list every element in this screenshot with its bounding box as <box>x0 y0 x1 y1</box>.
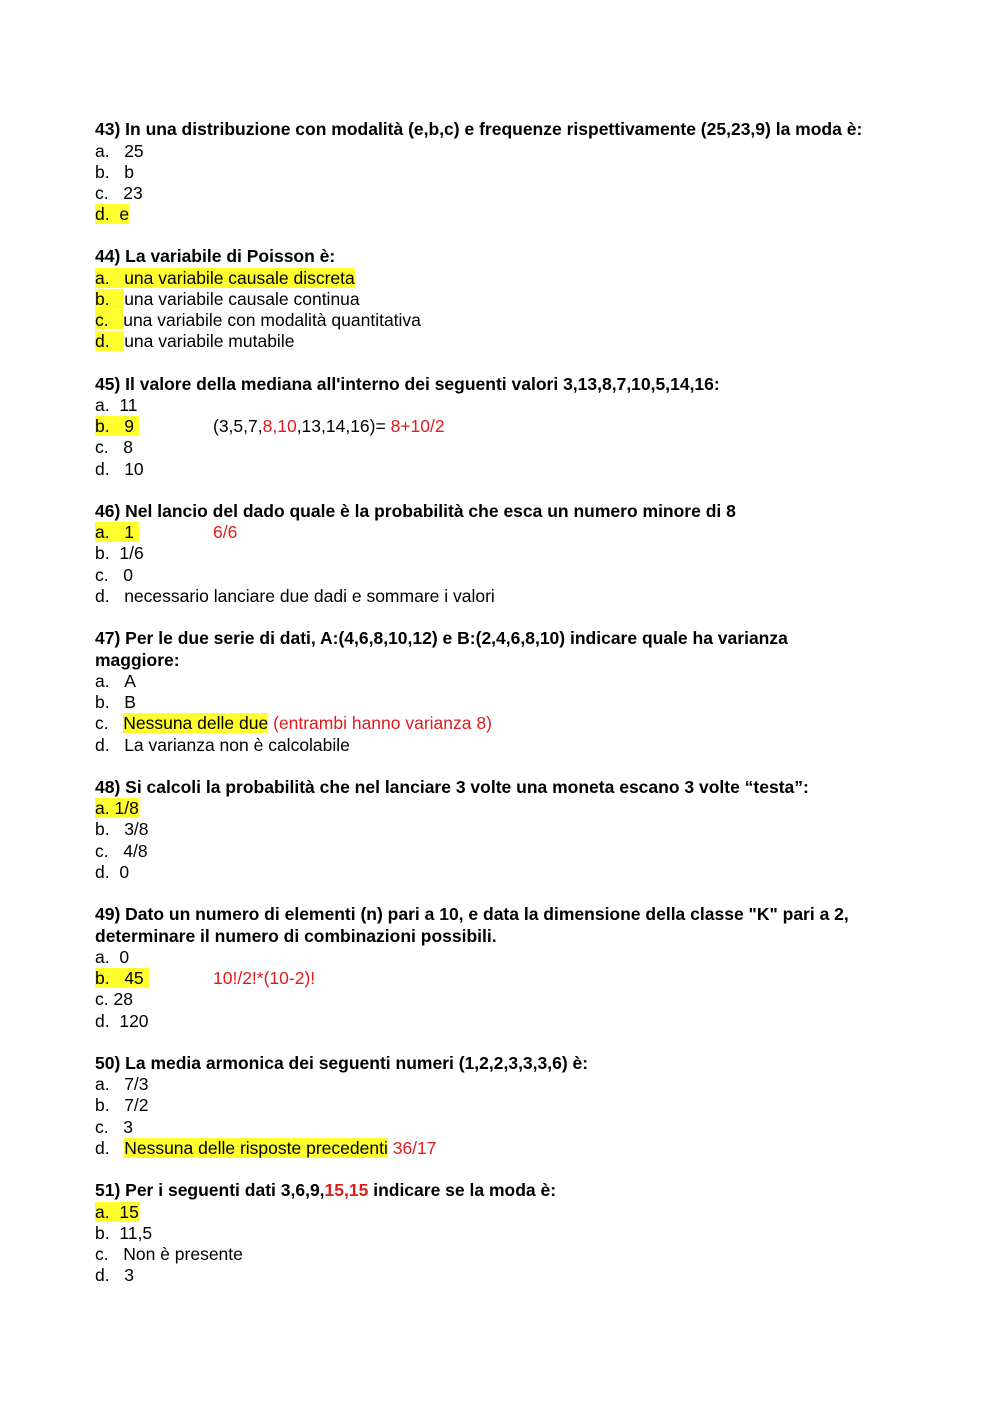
question-block-44 <box>95 246 905 352</box>
option-d-answer: d. Nessuna delle risposte precedenti 36/17 <box>95 1137 437 1158</box>
question-block-46 <box>95 501 905 607</box>
option-b: b. B <box>95 692 136 713</box>
option-d: d. La varianza non è calcolabile <box>95 734 350 755</box>
option-b: b. b <box>95 161 134 182</box>
option-c: c. 3 <box>95 1116 133 1137</box>
option-d: d. 10 <box>95 458 144 479</box>
option-b: b. 11,5 <box>95 1222 153 1243</box>
answer-highlight: a. una variabile causale discreta <box>95 267 355 288</box>
annotation: 6/6 <box>213 522 238 543</box>
option-b: b. 1/6 <box>95 543 144 564</box>
option-a-answer <box>95 798 905 819</box>
question-block-48 <box>95 777 905 883</box>
annotation: 10!/2!*(10-2)! <box>213 968 316 989</box>
question-block-43 <box>95 119 905 225</box>
answer-highlight: b. 45 <box>95 968 149 988</box>
option-a-answer <box>95 1202 905 1223</box>
question-text: 51) Per i seguenti dati 3,6,9,15,15 indicare se la moda è: <box>95 1180 557 1200</box>
answer-highlight: a. 1/8 <box>95 798 139 819</box>
option-c: c. 0 <box>95 564 133 585</box>
answer-highlight: a. 15 <box>95 1201 139 1222</box>
option-d: d. 0 <box>95 861 130 882</box>
question-block-50 <box>95 1053 905 1159</box>
question-block-49 <box>95 904 905 1032</box>
annotation: 36/17 <box>392 1137 437 1158</box>
option-a: a. 7/3 <box>95 1074 149 1095</box>
option-a-answer <box>95 268 905 289</box>
option-c-answer: c. Nessuna delle due (entrambi hanno varianza 8) <box>95 713 492 734</box>
answer-highlight: a. 1 <box>95 522 139 542</box>
question-text-line2: maggiore: <box>95 649 180 670</box>
question-block-47 <box>95 628 905 756</box>
annotation: (entrambi hanno varianza 8) <box>273 713 492 734</box>
question-text-line2: determinare il numero di combinazioni possibili. <box>95 925 497 946</box>
answer-highlight: d. e <box>95 204 130 225</box>
question-text: 46) Nel lancio del dado quale è la probabilità che esca un numero minore di 8 <box>95 500 736 521</box>
question-text-line1: 49) Dato un numero di elementi (n) pari a 10, e data la dimensione della classe "K" pari a 2, <box>95 904 849 924</box>
option-b: b. una variabile causale continua <box>95 288 360 309</box>
question-text: 45) Il valore della mediana all'interno dei seguenti valori 3,13,8,7,10,5,14,16: <box>95 373 720 394</box>
question-block-45 <box>95 374 905 480</box>
option-b: b. 3/8 <box>95 819 149 840</box>
option-d: d. 120 <box>95 1010 149 1031</box>
option-a-answer <box>95 522 905 543</box>
question-block-51 <box>95 1180 905 1286</box>
option-c: c. 4/8 <box>95 840 148 861</box>
option-c: c. 23 <box>95 182 143 203</box>
question-text: 43) In una distribuzione con modalità (e,b,c) e frequenze rispettivamente (25,23,9) la moda è: <box>95 119 863 139</box>
question-text: 50) La media armonica dei seguenti numeri (1,2,2,3,3,3,6) è: <box>95 1052 589 1073</box>
question-text-line1: 47) Per le due serie di dati, A:(4,6,8,10,12) e B:(2,4,6,8,10) indicare quale ha varianza <box>95 628 788 648</box>
option-a: a. A <box>95 671 136 691</box>
answer-highlight: Nessuna delle risposte precedenti <box>124 1137 388 1158</box>
quiz-document <box>95 119 905 1286</box>
annotation: (3,5,7,8,10,13,14,16)= 8+10/2 <box>213 416 445 437</box>
option-b: b. 7/2 <box>95 1095 149 1116</box>
option-d: d. una variabile mutabile <box>95 331 295 352</box>
option-d: d. 3 <box>95 1265 134 1286</box>
option-d-answer <box>95 204 905 225</box>
answer-highlight: b. 9 <box>95 416 139 436</box>
option-b-answer <box>95 968 905 989</box>
option-c: c. una variabile con modalità quantitativa <box>95 310 421 331</box>
option-c: c. 28 <box>95 989 133 1010</box>
answer-highlight: Nessuna delle due <box>123 713 269 734</box>
option-c: c. Non è presente <box>95 1243 243 1264</box>
option-d: d. necessario lanciare due dadi e sommare i valori <box>95 585 495 606</box>
option-a: a. 25 <box>95 140 144 161</box>
question-text: 48) Si calcoli la probabilità che nel lanciare 3 volte una moneta escano 3 volte “testa”: <box>95 776 809 797</box>
option-a: a. 11 <box>95 395 138 415</box>
option-b-answer <box>95 416 905 437</box>
option-a: a. 0 <box>95 947 130 967</box>
question-text: 44) La variabile di Poisson è: <box>95 246 336 267</box>
option-c: c. 8 <box>95 437 133 458</box>
